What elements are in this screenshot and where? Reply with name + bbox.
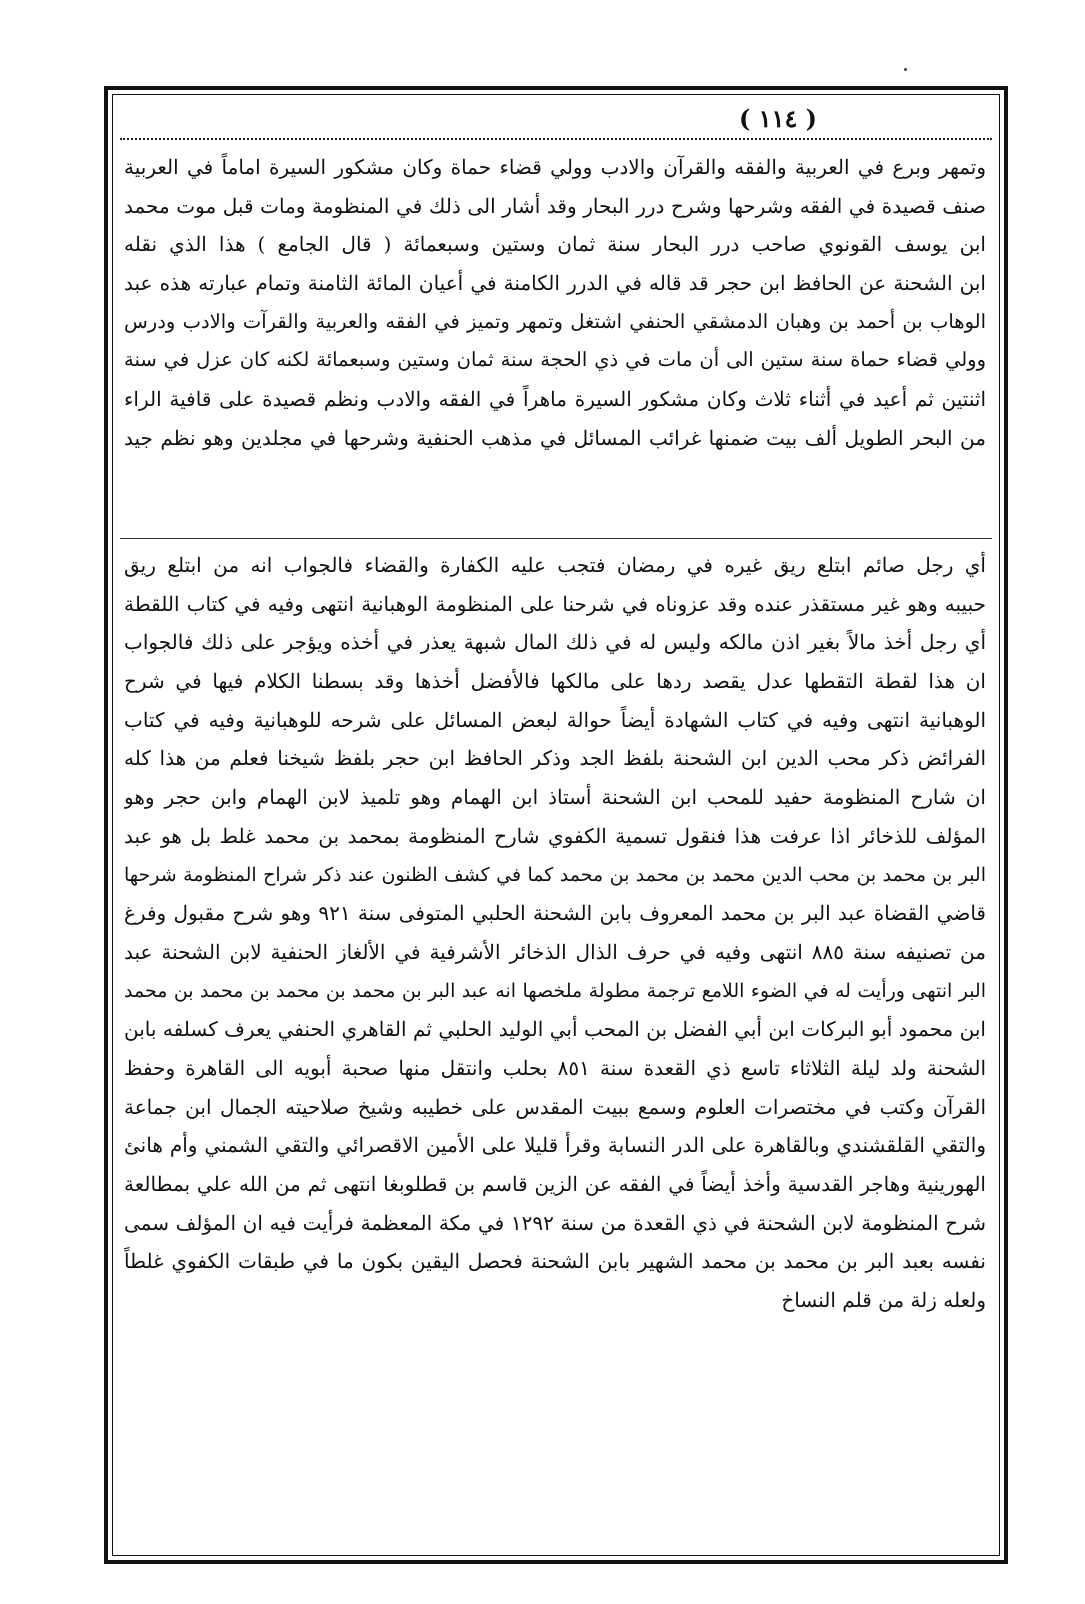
text-line: الفرائض ذكر محب الدين ابن الشحنة بلفظ الجد وذكر الحافظ ابن حجر بلفظ شيخنا فعلم من هذا كله <box>124 746 986 771</box>
text-line: من تصنيفه سنة ٨٨٥ انتهى وفيه في حرف الذال الذخائر الأشرفية في الألغاز الحنفية لابن الشحنة عبد <box>124 939 986 964</box>
text-line: حبيبه وهو غير مستقذر عنده وقد عزوناه في شرحنا على المنظومة الوهبانية انتهى وفيه في كتاب اللقطة <box>124 591 986 616</box>
text-line: ابن يوسف القونوي صاحب درر البحار سنة ثمان وستين وسبعمائة ( قال الجامع ) هذا الذي نقله <box>124 232 986 257</box>
page-number: ( ١١٤ ) <box>738 104 818 133</box>
text-line: وولي قضاء حماة سنة ستين الى أن مات في ذي الحجة سنة ثمان وستين وسبعمائة لكنه كان عزل في سنة <box>124 348 986 372</box>
text-line: ابن محمود أبو البركات ابن أبي الفضل بن المحب أبي الوليد الحلبي ثم القاهري الحنفي يعرف كسلفه بابن <box>124 1017 986 1042</box>
speck-mark <box>904 68 907 71</box>
text-line: شرح المنظومة لابن الشحنة في ذي القعدة من سنة ١٢٩٢ في مكة المعظمة فرأيت فيه ان المؤلف سمى <box>124 1210 986 1235</box>
text-line: ان هذا لقطة التقطها عدل يقصد ردها على مالكها فالأفضل أخذها وقد بسطنا الكلام فيها في شرح <box>124 669 986 694</box>
bottom-paragraph <box>124 546 986 1320</box>
text-line: ان شارح المنظومة حفيد للمحب ابن الشحنة أستاذ ابن الهمام وهو تلميذ لابن الهمام وابن حجر وهو <box>124 785 986 810</box>
text-line: البر انتهى ورأيت له في الضوء اللامع ترجمة مطولة ملخصها انه عبد البر بن محمد بن محمد بن محمد بن محمد <box>124 979 986 1002</box>
section-divider <box>120 538 992 539</box>
text-line: وتمهر وبرع في العربية والفقه والقرآن والادب وولي قضاء حماة وكان مشكور السيرة اماماً في العربية <box>124 155 986 179</box>
text-line: صنف قصيدة في الفقه وشرحها وشرح درر البحار وقد أشار الى ذلك في المنظومة ومات قبل موت محمد <box>124 193 986 218</box>
text-line: من البحر الطويل ألف بيت ضمنها غرائب المسائل في مذهب الحنفية وشرحها في مجلدين وهو نظم جيد <box>124 425 986 450</box>
text-line: الوهبانية انتهى وفيه في كتاب الشهادة أيضاً حوالة لبعض المسائل على شرحه للوهبانية وفيه في كتاب <box>124 707 986 732</box>
text-line: قاضي القضاة عبد البر بن محمد المعروف بابن الشحنة الحلبي المتوفى سنة ٩٢١ وهو شرح مقبول وفرغ <box>124 901 986 926</box>
header-divider <box>120 138 992 140</box>
text-line: الهورينية وهاجر القدسية وأخذ أيضاً في الفقه عن الزين قاسم بن قطلوبغا انتهى ثم من الله علي بمطالعة <box>124 1172 986 1196</box>
text-line: القرآن وكتب في مختصرات العلوم وسمع ببيت المقدس على خطيبه وشيخ صلاحيته الجمال ابن جماعة <box>124 1094 986 1119</box>
text-line: الوهاب بن أحمد بن وهبان الدمشقي الحنفي اشتغل وتمهر وتميز في الفقه والعربية والقرآت والادب ودرس <box>124 309 986 333</box>
top-paragraph <box>124 148 986 458</box>
text-line: والتقي القلقشندي وبالقاهرة على الدر النسابة وقرأ قليلا على الأمين الاقصرائي والتقي الشمني وأم هانئ <box>124 1133 986 1158</box>
text-line: نفسه بعبد البر بن محمد بن محمد الشهير بابن الشحنة فحصل اليقين بكون ما في طبقات الكفوي غلطاً <box>124 1249 986 1274</box>
text-line: ابن الشحنة عن الحافظ ابن حجر قد قاله في الدرر الكامنة في أعيان المائة الثامنة وتمام عبارته هذه عبد <box>124 271 986 296</box>
text-line: اثنتين ثم أعيد في أثناء ثلاث وكان مشكور السيرة ماهراً في الفقه والادب ونظم قصيدة على قافية الراء <box>124 387 986 412</box>
text-line: الشحنة ولد ليلة الثلاثاء تاسع ذي القعدة سنة ٨٥١ بحلب وانتقل منها صحبة أبويه الى القاهرة وحفظ <box>124 1055 986 1080</box>
text-line: أي رجل صائم ابتلع ريق غيره في رمضان فتجب عليه الكفارة والقضاء فالجواب انه من ابتلع ريق <box>124 553 986 577</box>
text-line: البر بن محمد بن محب الدين محمد بن محمد بن محمد كما في كشف الظنون عند ذكر شراح المنظومة شرحها <box>124 863 986 886</box>
text-line: المؤلف للذخائر اذا عرفت هذا فنقول تسمية الكفوي شارح المنظومة بمحمد بن محمد غلط بل هو عبد <box>124 823 986 848</box>
text-line: أي رجل أخذ مالاً بغير اذن مالكه وليس له في ذلك المال شبهة يعذر في أخذه ويؤجر على ذلك فالجواب <box>124 630 986 655</box>
text-line: ولعله زلة من قلم النساخ <box>781 1288 986 1313</box>
